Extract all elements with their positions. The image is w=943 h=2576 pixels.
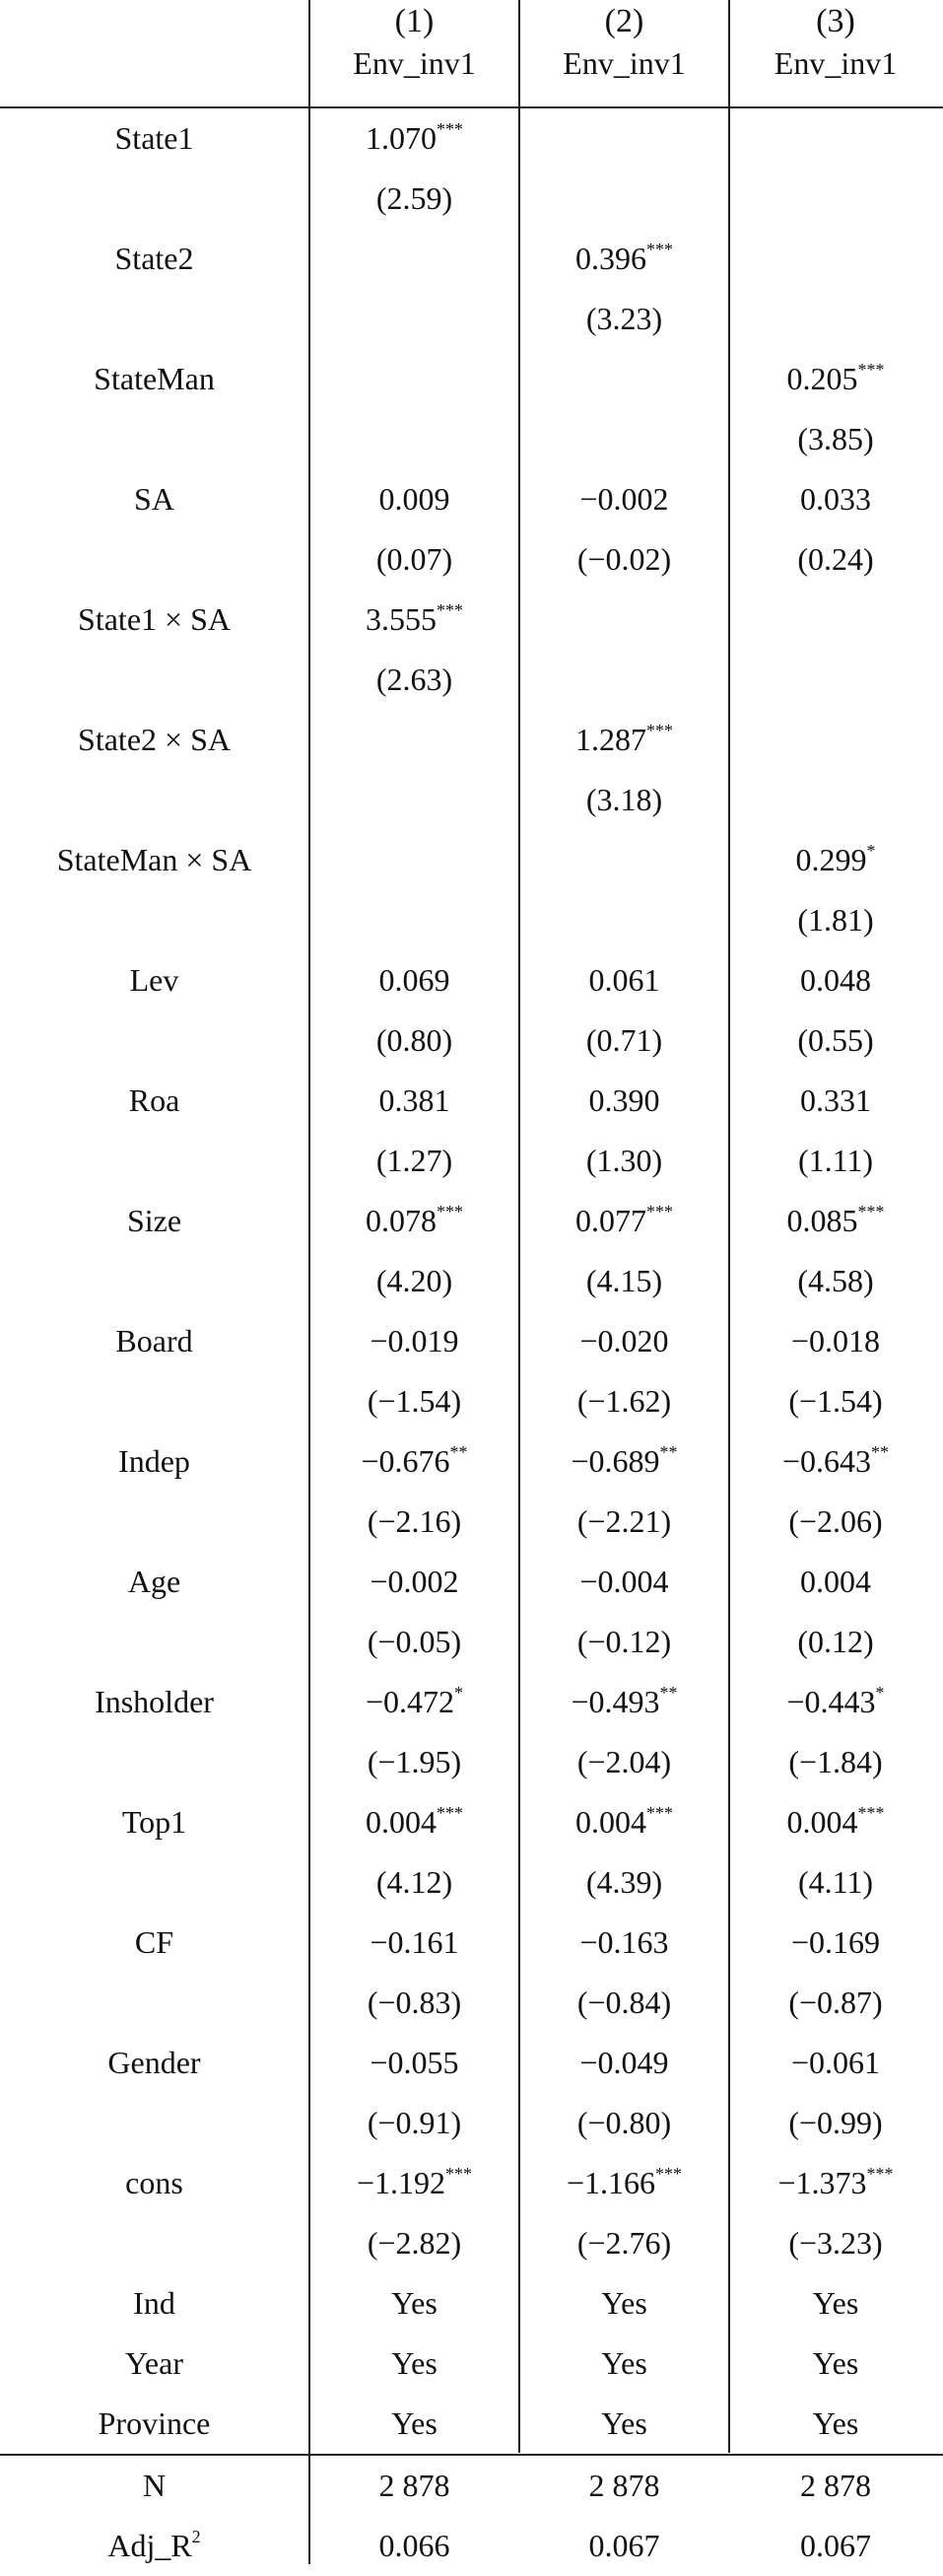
stat-value: 2 878 <box>800 2468 871 2503</box>
coefficient-cell <box>730 1913 941 1973</box>
t-statistic <box>310 770 518 830</box>
coefficient-value: −0.643 <box>781 1443 872 1479</box>
column-divider <box>728 0 730 2453</box>
coefficient-value: 0.033 <box>800 481 871 517</box>
coefficient-cell <box>520 590 728 650</box>
t-statistic: (4.58) <box>797 1263 874 1298</box>
coefficient-cell <box>730 1311 941 1371</box>
significance-stars: *** <box>857 360 885 380</box>
stat-value: 0.067 <box>800 2528 871 2563</box>
coefficient-cell <box>310 2033 518 2093</box>
table-body <box>0 108 943 2576</box>
stat-value: 2 878 <box>588 2468 660 2503</box>
t-statistic: (3.85) <box>797 421 874 456</box>
coefficient-value: 0.381 <box>378 1082 450 1118</box>
stat-label <box>0 2456 308 2516</box>
t-statistic: (−2.04) <box>576 1744 672 1779</box>
coefficient-value: 1.287 <box>575 722 646 757</box>
stat-row <box>0 2516 943 2576</box>
empty-label <box>0 169 308 229</box>
coefficient-value: 0.299 <box>795 842 867 877</box>
coefficient-cell <box>730 229 941 289</box>
coefficient-cell <box>520 1311 728 1371</box>
coefficient-value: 0.390 <box>588 1082 660 1118</box>
t-statistic: (0.24) <box>797 541 874 577</box>
coefficient-cell <box>730 1552 941 1612</box>
t-statistic: (−0.05) <box>367 1624 462 1659</box>
t-statistic: (−2.16) <box>367 1503 462 1539</box>
coefficient-value: 3.555 <box>366 601 437 637</box>
empty-label <box>0 650 308 710</box>
coefficient-value: −0.161 <box>370 1924 459 1960</box>
t-statistic: (0.55) <box>797 1022 874 1058</box>
coefficient-cell <box>310 1191 518 1251</box>
table-row-tstat <box>0 529 943 590</box>
coefficient-cell <box>730 1071 941 1131</box>
coefficient-cell <box>520 1191 728 1251</box>
empty-label <box>0 2213 308 2273</box>
significance-stars: ** <box>659 1683 678 1703</box>
column-header-2 <box>520 0 728 106</box>
control-value: Yes <box>812 2345 859 2381</box>
significance-stars: ** <box>449 1442 468 1462</box>
control-row <box>0 2273 943 2333</box>
coefficient-value: −0.443 <box>786 1684 876 1719</box>
t-statistic: (0.71) <box>585 1022 663 1058</box>
coefficient-value: 0.077 <box>575 1203 646 1238</box>
variable-label: Lev <box>129 962 179 998</box>
variable-label: StateMan <box>94 361 215 396</box>
table-row-tstat <box>0 770 943 830</box>
stat-value: 0.066 <box>378 2528 450 2563</box>
variable-label: CF <box>134 1924 174 1960</box>
control-label: Year <box>125 2345 183 2381</box>
coefficient-cell <box>310 1071 518 1131</box>
t-statistic: (2.59) <box>375 180 453 216</box>
column-number: (3) <box>816 3 855 39</box>
coefficient-cell <box>730 2033 941 2093</box>
coefficient-cell <box>520 229 728 289</box>
coefficient-cell <box>730 1191 941 1251</box>
stat-label <box>0 2516 308 2576</box>
table-row <box>0 950 943 1010</box>
table-row <box>0 108 943 169</box>
coefficient-cell <box>310 1792 518 1852</box>
variable-label: State2 × SA <box>78 722 231 757</box>
coefficient-value: 0.078 <box>366 1203 437 1238</box>
significance-stars: *** <box>857 1202 885 1221</box>
coefficient-cell <box>310 2153 518 2213</box>
control-value: Yes <box>391 2345 438 2381</box>
coefficient-cell <box>730 1431 941 1492</box>
coefficient-value: −0.169 <box>790 1924 881 1960</box>
column-header-1 <box>310 0 518 106</box>
t-statistic: (3.23) <box>585 301 663 336</box>
empty-label <box>0 1732 308 1792</box>
t-statistic <box>310 890 518 950</box>
coefficient-cell <box>520 830 728 890</box>
t-statistic: (1.30) <box>585 1143 663 1178</box>
table-row-tstat <box>0 1251 943 1311</box>
stat-label-text: N <box>142 2468 167 2503</box>
significance-stars: *** <box>445 2164 473 2184</box>
table-row <box>0 1311 943 1371</box>
dependent-variable: Env_inv1 <box>353 45 476 81</box>
coefficient-value: 0.085 <box>786 1203 858 1238</box>
coefficient-value: 0.004 <box>800 1564 871 1599</box>
t-statistic: (−0.83) <box>367 1984 462 2020</box>
coefficient-cell <box>310 229 518 289</box>
table-row-tstat <box>0 1852 943 1913</box>
table-row <box>0 1552 943 1612</box>
t-statistic: (−3.23) <box>788 2225 883 2261</box>
coefficient-value: −0.055 <box>370 2045 459 2080</box>
table-row <box>0 710 943 770</box>
variable-label: Top1 <box>121 1804 187 1840</box>
coefficient-cell <box>730 108 941 169</box>
t-statistic <box>520 650 728 710</box>
variable-label: Age <box>127 1564 181 1599</box>
t-statistic: (4.20) <box>375 1263 453 1298</box>
table-row <box>0 1672 943 1732</box>
stat-label-text: Adj_R <box>107 2528 192 2563</box>
variable-label: cons <box>125 2165 183 2200</box>
t-statistic: (−1.84) <box>788 1744 883 1779</box>
significance-stars: *** <box>437 1202 463 1221</box>
coefficient-cell <box>520 108 728 169</box>
control-row <box>0 2394 943 2454</box>
t-statistic: (3.18) <box>585 782 663 817</box>
coefficient-cell <box>520 1552 728 1612</box>
coefficient-cell <box>730 590 941 650</box>
empty-label <box>0 1010 308 1071</box>
coefficient-value: 0.205 <box>786 361 858 396</box>
coefficient-cell <box>310 1311 518 1371</box>
significance-stars: *** <box>437 119 463 139</box>
t-statistic: (0.80) <box>375 1022 453 1058</box>
empty-label <box>0 1852 308 1913</box>
table-row-tstat <box>0 890 943 950</box>
t-statistic: (−1.54) <box>367 1383 462 1419</box>
variable-label: Insholder <box>95 1684 214 1719</box>
coefficient-cell <box>520 469 728 529</box>
t-statistic <box>730 169 941 229</box>
coefficient-cell <box>310 1431 518 1492</box>
coefficient-value: 0.004 <box>366 1804 437 1840</box>
empty-label <box>0 289 308 349</box>
coefficient-cell <box>520 710 728 770</box>
control-label: Ind <box>133 2285 175 2321</box>
t-statistic: (−2.82) <box>367 2225 462 2261</box>
coefficient-value: −0.002 <box>579 481 669 517</box>
t-statistic <box>520 890 728 950</box>
coefficient-value: −0.018 <box>790 1323 881 1358</box>
t-statistic <box>310 409 518 469</box>
variable-label: State1 <box>114 120 194 156</box>
significance-stars: *** <box>646 1803 673 1823</box>
coefficient-value: −0.689 <box>571 1443 660 1479</box>
control-value: Yes <box>601 2345 647 2381</box>
t-statistic <box>730 289 941 349</box>
table-row-tstat <box>0 1973 943 2033</box>
t-statistic: (1.27) <box>375 1143 453 1178</box>
column-header-3 <box>730 0 941 106</box>
table-row <box>0 590 943 650</box>
coefficient-value: −0.002 <box>370 1564 459 1599</box>
coefficient-cell <box>730 1672 941 1732</box>
coefficient-value: −1.373 <box>777 2165 867 2200</box>
t-statistic: (1.11) <box>797 1143 874 1178</box>
table-row-tstat <box>0 650 943 710</box>
t-statistic: (−0.87) <box>788 1984 883 2020</box>
control-value: Yes <box>391 2405 438 2441</box>
coefficient-value: −0.493 <box>571 1684 660 1719</box>
coefficient-cell <box>520 349 728 409</box>
t-statistic: (−0.80) <box>576 2105 672 2140</box>
t-statistic: (4.12) <box>375 1864 453 1900</box>
significance-stars: * <box>875 1683 885 1703</box>
coefficient-cell <box>520 950 728 1010</box>
table-row <box>0 1191 943 1251</box>
control-value: Yes <box>391 2285 438 2321</box>
table-row-tstat <box>0 1371 943 1431</box>
t-statistic <box>520 169 728 229</box>
coefficient-value: −0.676 <box>361 1443 450 1479</box>
significance-stars: * <box>866 841 876 861</box>
stat-value: 0.067 <box>588 2528 660 2563</box>
coefficient-cell <box>310 590 518 650</box>
table-row-tstat <box>0 2093 943 2153</box>
control-value: Yes <box>812 2285 859 2321</box>
t-statistic: (1.81) <box>797 902 874 938</box>
stat-row <box>0 2456 943 2516</box>
coefficient-value: 0.396 <box>575 241 646 276</box>
significance-stars: ** <box>871 1442 890 1462</box>
significance-stars: *** <box>857 1803 885 1823</box>
variable-label: Gender <box>107 2045 201 2080</box>
coefficient-cell <box>310 1552 518 1612</box>
column-divider <box>308 0 310 2564</box>
t-statistic: (−2.06) <box>788 1503 883 1539</box>
variable-label: SA <box>134 481 174 517</box>
t-statistic: (−0.91) <box>367 2105 462 2140</box>
control-label: Province <box>98 2405 211 2441</box>
significance-stars: *** <box>437 1803 463 1823</box>
t-statistic: (4.11) <box>797 1864 874 1900</box>
control-value: Yes <box>601 2285 647 2321</box>
coefficient-cell <box>310 1672 518 1732</box>
t-statistic: (2.63) <box>375 661 453 697</box>
coefficient-cell <box>520 1672 728 1732</box>
coefficient-cell <box>730 1792 941 1852</box>
variable-label: StateMan × SA <box>56 842 252 877</box>
coefficient-cell <box>310 710 518 770</box>
empty-label <box>0 890 308 950</box>
variable-label: Board <box>115 1323 193 1358</box>
t-statistic: (−0.84) <box>576 1984 672 2020</box>
significance-stars: *** <box>437 600 463 620</box>
coefficient-value: 0.048 <box>800 962 871 998</box>
empty-label <box>0 2093 308 2153</box>
table-row-tstat <box>0 1131 943 1191</box>
significance-stars: *** <box>646 1202 673 1221</box>
control-value: Yes <box>601 2405 647 2441</box>
coefficient-cell <box>520 2153 728 2213</box>
empty-label <box>0 1612 308 1672</box>
coefficient-cell <box>310 349 518 409</box>
empty-label <box>0 409 308 469</box>
significance-stars: *** <box>646 240 673 259</box>
t-statistic: (−0.02) <box>576 541 672 577</box>
coefficient-value: 1.070 <box>366 120 437 156</box>
coefficient-cell <box>310 950 518 1010</box>
coefficient-value: −0.049 <box>579 2045 669 2080</box>
variable-label: Size <box>126 1203 182 1238</box>
variable-label: Indep <box>118 1443 190 1479</box>
coefficient-value: 0.004 <box>786 1804 858 1840</box>
table-row <box>0 1071 943 1131</box>
t-statistic: (4.15) <box>585 1263 663 1298</box>
t-statistic: (−1.95) <box>367 1744 462 1779</box>
t-statistic: (−2.21) <box>576 1503 672 1539</box>
table-row-tstat <box>0 1612 943 1672</box>
column-divider <box>518 0 520 2453</box>
coefficient-value: 0.004 <box>575 1804 646 1840</box>
t-statistic <box>730 650 941 710</box>
coefficient-cell <box>310 1913 518 1973</box>
stat-label-superscript: 2 <box>191 2527 201 2546</box>
significance-stars: * <box>454 1683 464 1703</box>
table-row-tstat <box>0 409 943 469</box>
table-row <box>0 2033 943 2093</box>
table-row <box>0 1431 943 1492</box>
t-statistic <box>730 770 941 830</box>
column-number: (1) <box>394 3 435 39</box>
coefficient-cell <box>310 830 518 890</box>
coefficient-cell <box>310 469 518 529</box>
coefficient-cell <box>730 2153 941 2213</box>
table-row-tstat <box>0 1492 943 1552</box>
coefficient-cell <box>520 1431 728 1492</box>
empty-label <box>0 1371 308 1431</box>
significance-stars: *** <box>655 2164 683 2184</box>
coefficient-cell <box>730 710 941 770</box>
table-row <box>0 469 943 529</box>
coefficient-value: −0.061 <box>790 2045 881 2080</box>
empty-label <box>0 529 308 590</box>
significance-stars: *** <box>866 2164 894 2184</box>
t-statistic <box>520 409 728 469</box>
table-row <box>0 830 943 890</box>
significance-stars: ** <box>659 1442 678 1462</box>
t-statistic: (−0.99) <box>788 2105 883 2140</box>
coefficient-value: −0.472 <box>365 1684 455 1719</box>
table-row <box>0 1913 943 1973</box>
dependent-variable: Env_inv1 <box>774 45 898 81</box>
stat-value: 2 878 <box>378 2468 450 2503</box>
empty-label <box>0 770 308 830</box>
coefficient-cell <box>730 349 941 409</box>
column-number: (2) <box>604 3 644 39</box>
t-statistic: (4.39) <box>585 1864 663 1900</box>
t-statistic: (−2.76) <box>576 2225 672 2261</box>
t-statistic: (0.12) <box>797 1624 874 1659</box>
table-row-tstat <box>0 169 943 229</box>
coefficient-cell <box>730 469 941 529</box>
control-row <box>0 2333 943 2394</box>
coefficient-value: −0.004 <box>579 1564 669 1599</box>
table-row-tstat <box>0 289 943 349</box>
coefficient-cell <box>730 950 941 1010</box>
t-statistic: (−1.54) <box>788 1383 883 1419</box>
empty-label <box>0 1131 308 1191</box>
coefficient-cell <box>520 2033 728 2093</box>
table-header <box>0 0 943 108</box>
coefficient-cell <box>520 1792 728 1852</box>
t-statistic: (0.07) <box>375 541 453 577</box>
empty-label <box>0 1251 308 1311</box>
coefficient-value: −0.163 <box>579 1924 669 1960</box>
table-row-tstat <box>0 1010 943 1071</box>
table-row-tstat <box>0 1732 943 1792</box>
table-row <box>0 349 943 409</box>
significance-stars: *** <box>646 721 673 740</box>
coefficient-cell <box>520 1071 728 1131</box>
coefficient-value: 0.009 <box>378 481 450 517</box>
coefficient-value: −1.166 <box>566 2165 656 2200</box>
table-row <box>0 229 943 289</box>
coefficient-cell <box>520 1913 728 1973</box>
empty-label <box>0 1973 308 2033</box>
t-statistic: (−0.12) <box>576 1624 672 1659</box>
t-statistic <box>310 289 518 349</box>
variable-label: State2 <box>114 241 194 276</box>
coefficient-value: 0.069 <box>378 962 450 998</box>
coefficient-value: 0.331 <box>800 1082 871 1118</box>
control-value: Yes <box>812 2405 859 2441</box>
coefficient-cell <box>730 830 941 890</box>
variable-label: Roa <box>128 1082 180 1118</box>
table-row <box>0 1792 943 1852</box>
coefficient-value: −0.020 <box>579 1323 669 1358</box>
coefficient-value: −1.192 <box>356 2165 446 2200</box>
dependent-variable: Env_inv1 <box>563 45 686 81</box>
empty-label <box>0 1492 308 1552</box>
coefficient-cell <box>310 108 518 169</box>
table-row-tstat <box>0 2213 943 2273</box>
variable-label: State1 × SA <box>78 601 231 637</box>
coefficient-value: 0.061 <box>588 962 660 998</box>
t-statistic: (−1.62) <box>576 1383 672 1419</box>
coefficient-value: −0.019 <box>370 1323 459 1358</box>
table-row <box>0 2153 943 2213</box>
